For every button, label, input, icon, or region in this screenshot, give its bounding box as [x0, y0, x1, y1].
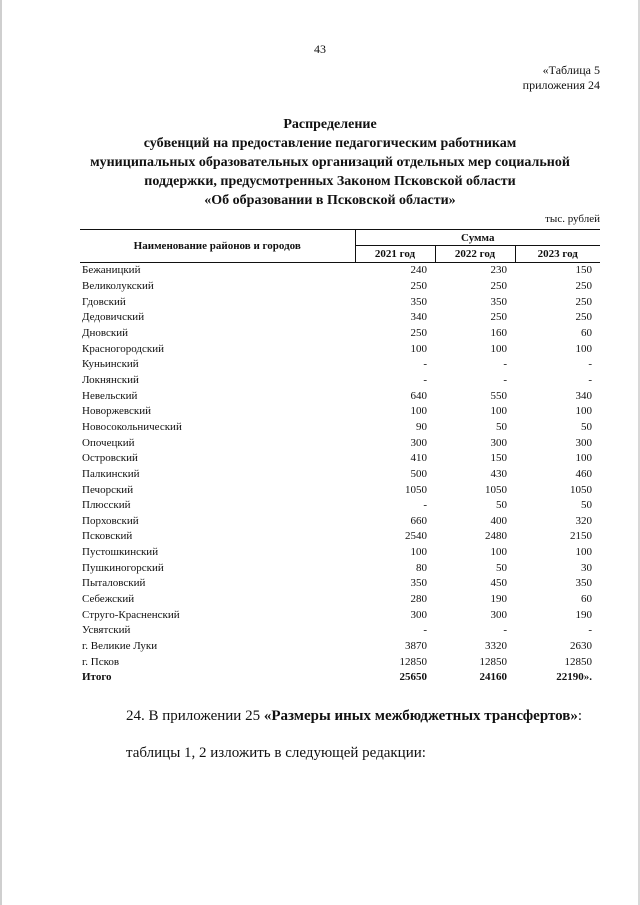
value-cell: 300 [410, 608, 427, 621]
value-cell: 100 [410, 342, 427, 355]
value-cell: 12850 [479, 655, 507, 668]
value-cell: - [588, 358, 592, 371]
value-cell: 410 [410, 452, 427, 465]
region-name: Пыталовский [82, 577, 146, 590]
header-year-2021: 2021 год [355, 246, 435, 263]
table-row [80, 498, 600, 514]
caption-line: приложения 24 [522, 78, 600, 92]
value-cell: 340 [575, 389, 592, 402]
value-cell: 100 [490, 405, 507, 418]
value-cell: 2480 [485, 530, 507, 543]
value-cell: 350 [575, 577, 592, 590]
table-row [80, 592, 600, 608]
value-cell: 50 [496, 561, 507, 574]
value-cell: 60 [581, 326, 592, 339]
value-cell: 320 [575, 514, 592, 527]
value-cell: 450 [490, 577, 507, 590]
region-name: Псковский [82, 530, 133, 543]
value-cell: 50 [581, 420, 592, 433]
value-cell: 350 [490, 295, 507, 308]
value-cell: 100 [575, 342, 592, 355]
paragraph-continuation: таблицы 1, 2 изложить в следующей редакции: [126, 745, 426, 761]
table-row [80, 420, 600, 436]
value-cell: - [423, 499, 427, 512]
value-cell: 250 [575, 295, 592, 308]
scan-edge-left [0, 0, 2, 905]
table-row [80, 607, 600, 623]
value-cell: 3870 [405, 640, 427, 653]
value-cell: 80 [416, 561, 427, 574]
value-cell: - [423, 373, 427, 386]
value-cell: 190 [490, 593, 507, 606]
value-cell: 250 [490, 279, 507, 292]
region-name: Бежаницкий [82, 264, 141, 277]
value-cell: 1050 [405, 483, 427, 496]
value-cell: - [503, 624, 507, 637]
value-cell: 2540 [405, 530, 427, 543]
value-cell: 50 [496, 499, 507, 512]
region-name: Плюсский [82, 499, 131, 512]
region-name: Порховский [82, 514, 139, 527]
region-name: Пушкиногорский [82, 561, 164, 574]
total-row [80, 670, 600, 686]
value-cell: - [503, 358, 507, 371]
value-cell: 2150 [570, 530, 592, 543]
region-name: Дновский [82, 326, 129, 339]
value-cell: 300 [490, 608, 507, 621]
table-row [80, 639, 600, 655]
value-cell: - [588, 373, 592, 386]
value-cell: 3320 [485, 640, 507, 653]
header-year-2023: 2023 год [515, 246, 600, 263]
table-row [80, 529, 600, 545]
region-name: Струго-Красненский [82, 608, 180, 621]
table-row [80, 451, 600, 467]
value-cell: 340 [410, 311, 427, 324]
header-sum: Сумма [355, 230, 600, 246]
table-row [80, 373, 600, 389]
table-row [80, 545, 600, 561]
region-name: Гдовский [82, 295, 126, 308]
table-row [80, 467, 600, 483]
table-row [80, 576, 600, 592]
table-row [80, 482, 600, 498]
value-cell: 100 [575, 452, 592, 465]
table-body [80, 263, 600, 686]
table-row [80, 388, 600, 404]
region-name: Островский [82, 452, 138, 465]
table-caption [523, 63, 600, 93]
region-name: Палкинский [82, 467, 140, 480]
region-name: Локнянский [82, 373, 139, 386]
value-cell: 250 [410, 326, 427, 339]
paragraph-bold-title: «Размеры иных межбюджетных трансфертов» [263, 708, 578, 724]
region-name: Опочецкий [82, 436, 135, 449]
title-line: муниципальных образовательных организаций отдельных мер социальной [90, 155, 570, 170]
value-cell: 350 [410, 295, 427, 308]
value-cell: 12850 [564, 655, 592, 668]
table-row [80, 514, 600, 530]
paragraph-24 [126, 708, 582, 725]
value-cell: 12850 [399, 655, 427, 668]
table-row [80, 623, 600, 639]
value-cell: 1050 [570, 483, 592, 496]
table-row [80, 279, 600, 295]
title-line: Распределение [283, 117, 377, 132]
region-name: Дедовичский [82, 311, 145, 324]
value-cell: 350 [410, 577, 427, 590]
value-cell: 150 [490, 452, 507, 465]
paragraph-prefix: 24. В приложении 25 [126, 708, 264, 724]
table-row [80, 341, 600, 357]
value-cell: 100 [410, 546, 427, 559]
value-cell: 100 [490, 342, 507, 355]
value-cell: 160 [490, 326, 507, 339]
region-name: Куньинский [82, 358, 139, 371]
table-row [80, 357, 600, 373]
value-cell: - [503, 373, 507, 386]
region-name: г. Великие Луки [82, 640, 158, 653]
value-cell: 300 [490, 436, 507, 449]
region-name: г. Псков [82, 655, 120, 668]
region-name: Себежский [82, 593, 135, 606]
value-cell: 50 [581, 499, 592, 512]
table-row [80, 404, 600, 420]
region-name: Великолукский [82, 279, 154, 292]
region-name: Невельский [82, 389, 138, 402]
table-row [80, 326, 600, 342]
value-cell: 50 [496, 420, 507, 433]
value-cell: 100 [490, 546, 507, 559]
value-cell: 400 [490, 514, 507, 527]
region-name: Итого [82, 671, 112, 684]
table-row [80, 310, 600, 326]
table-row [80, 294, 600, 310]
value-cell: 24160 [479, 671, 507, 684]
title-line: поддержки, предусмотренных Законом Псковской области [144, 174, 516, 189]
value-cell: 240 [410, 264, 427, 277]
table-row [80, 435, 600, 451]
value-cell: 100 [410, 405, 427, 418]
paragraph-suffix: : [577, 708, 583, 724]
value-cell: 90 [416, 420, 427, 433]
value-cell: 230 [490, 264, 507, 277]
value-cell: 25650 [399, 671, 427, 684]
table-row [80, 560, 600, 576]
title-line: «Об образовании в Псковской области» [204, 193, 456, 208]
value-cell: 250 [410, 279, 427, 292]
value-cell: 640 [410, 389, 427, 402]
document-title [60, 115, 600, 210]
value-cell: 100 [575, 405, 592, 418]
region-name: Красногородский [82, 342, 165, 355]
value-cell: 660 [410, 514, 427, 527]
value-cell: 250 [575, 279, 592, 292]
value-cell: 190 [575, 608, 592, 621]
header-year-2022: 2022 год [435, 246, 515, 263]
value-cell: 1050 [485, 483, 507, 496]
value-cell: 30 [581, 561, 592, 574]
region-name: Усвятский [82, 624, 131, 637]
value-cell: 300 [575, 436, 592, 449]
region-name: Новосокольнический [82, 420, 182, 433]
table-row [80, 654, 600, 670]
value-cell: 250 [575, 311, 592, 324]
distribution-table [80, 229, 600, 686]
value-cell: - [423, 624, 427, 637]
value-cell: 280 [410, 593, 427, 606]
value-cell: 2630 [570, 640, 592, 653]
table-row [80, 263, 600, 279]
units-label: тыс. рублей [545, 213, 600, 225]
value-cell: 60 [581, 593, 592, 606]
caption-line: «Таблица 5 [542, 63, 600, 77]
value-cell: 250 [490, 311, 507, 324]
value-cell: 22190». [556, 671, 592, 684]
value-cell: 550 [490, 389, 507, 402]
region-name: Новоржевский [82, 405, 152, 418]
value-cell: - [588, 624, 592, 637]
header-name: Наименование районов и городов [80, 230, 355, 263]
value-cell: 460 [575, 467, 592, 480]
page-number: 43 [314, 42, 326, 56]
value-cell: 500 [410, 467, 427, 480]
title-line: субвенций на предоставление педагогическим работникам [143, 136, 517, 151]
value-cell: 150 [575, 264, 592, 277]
value-cell: 300 [410, 436, 427, 449]
region-name: Пустошкинский [82, 546, 159, 559]
region-name: Печорский [82, 483, 134, 496]
value-cell: - [423, 358, 427, 371]
value-cell: 430 [490, 467, 507, 480]
value-cell: 100 [575, 546, 592, 559]
